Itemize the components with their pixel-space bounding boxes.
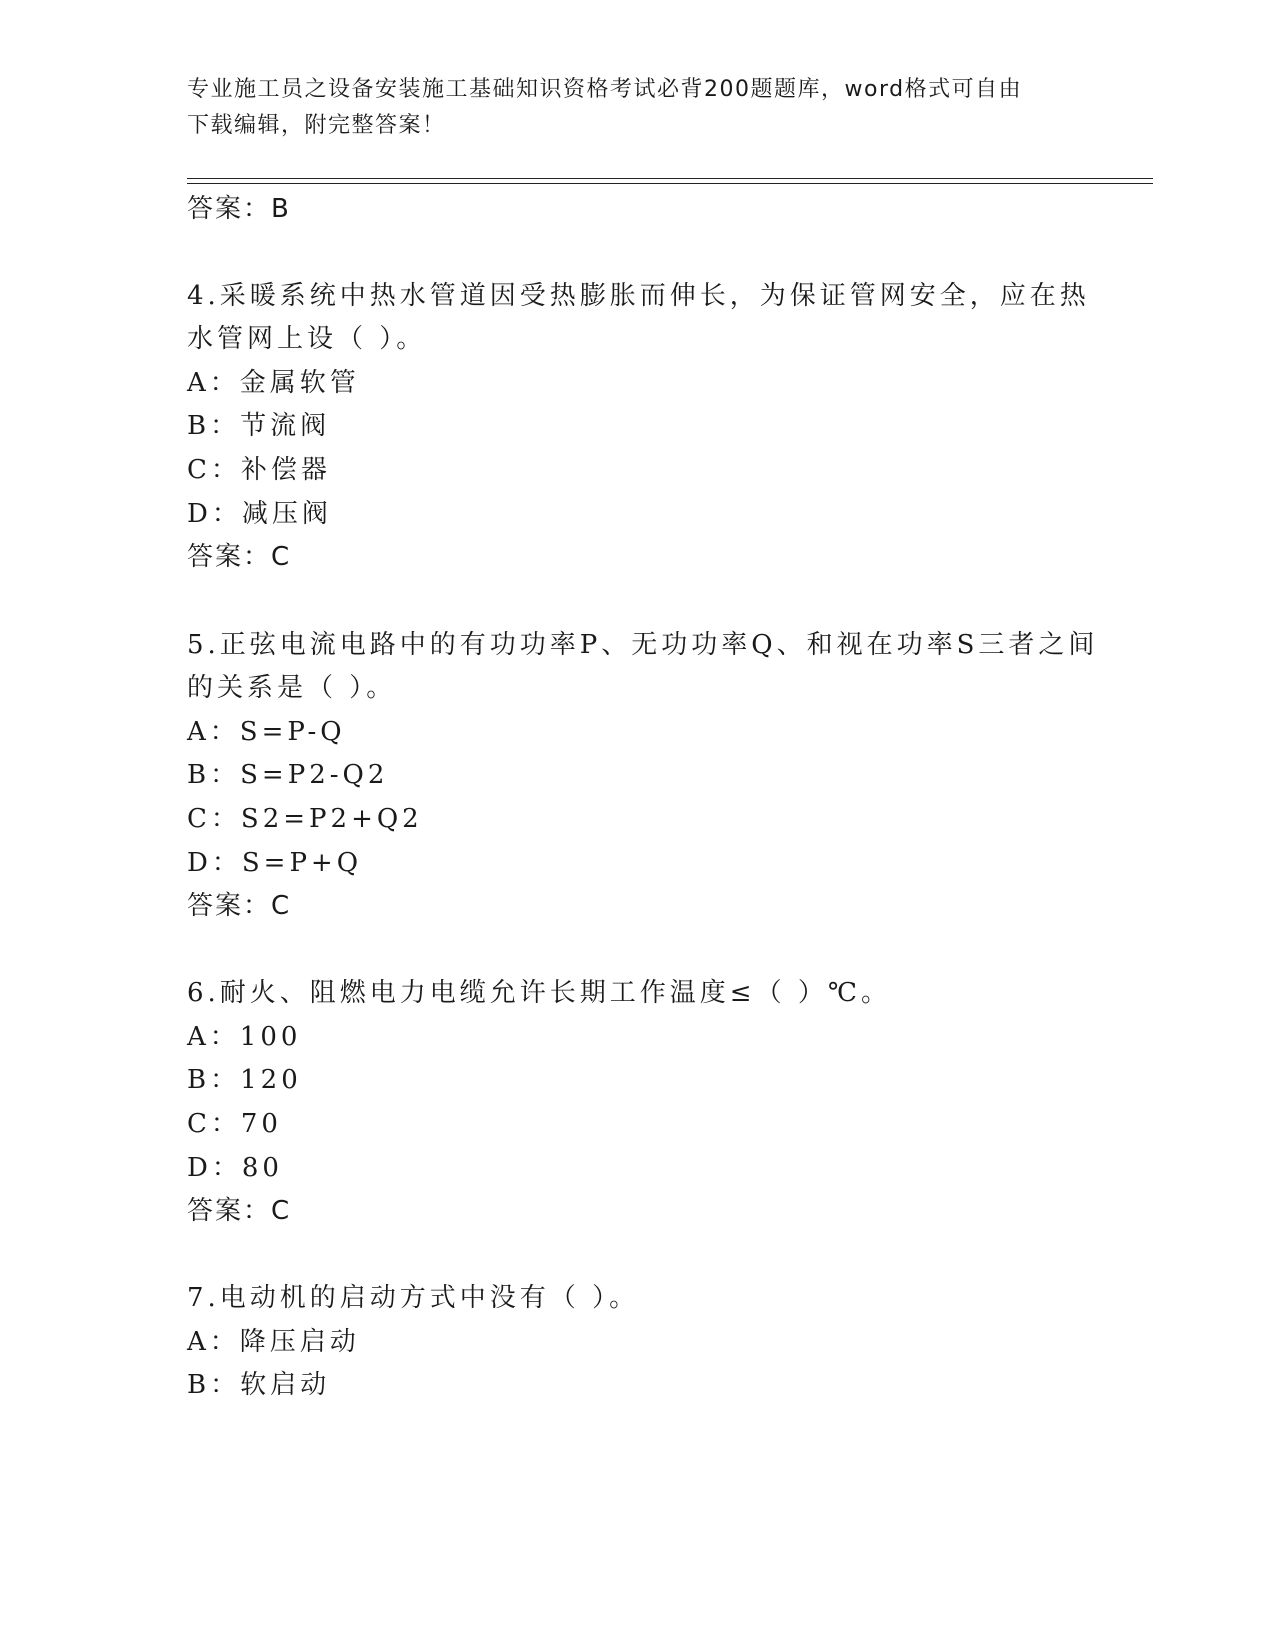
header-line-2: 下载编辑，附完整答案！ bbox=[187, 113, 446, 138]
question-4-stem-line-2: 水管网上设（ ）。 bbox=[187, 324, 427, 354]
question-6-answer: 答案：C bbox=[187, 1196, 292, 1226]
question-5-option-a: A：S=P-Q bbox=[187, 717, 346, 747]
question-7-option-a: A：降压启动 bbox=[187, 1327, 360, 1357]
header-line-1: 专业施工员之设备安装施工基础知识资格考试必背200题题库，word格式可自由 bbox=[187, 77, 1023, 102]
header-divider-top bbox=[187, 178, 1153, 179]
question-5-option-d: D：S=P+Q bbox=[187, 848, 363, 878]
question-6-option-b: B：120 bbox=[187, 1065, 302, 1095]
question-4-option-d: D：减压阀 bbox=[187, 499, 332, 529]
question-5-answer: 答案：C bbox=[187, 891, 292, 921]
question-6-option-a: A：100 bbox=[187, 1022, 302, 1052]
header-divider-bottom bbox=[187, 183, 1153, 184]
question-7-option-b: B：软启动 bbox=[187, 1370, 331, 1400]
question-4-option-c: C：补偿器 bbox=[187, 455, 331, 485]
question-4-answer: 答案：C bbox=[187, 542, 292, 572]
question-5-stem-line-2: 的关系是（ ）。 bbox=[187, 673, 397, 703]
question-4-option-a: A：金属软管 bbox=[187, 368, 360, 398]
question-6-option-d: D：80 bbox=[187, 1153, 283, 1183]
answer-line: 答案：B bbox=[187, 194, 291, 224]
document-header bbox=[187, 72, 1067, 144]
question-4-option-b: B：节流阀 bbox=[187, 411, 331, 441]
question-6-stem-line-1: 6.耐火、阻燃电力电缆允许长期工作温度≤（ ）℃。 bbox=[187, 978, 891, 1008]
question-4-stem-line-1: 4.采暖系统中热水管道因受热膨胀而伸长，为保证管网安全，应在热 bbox=[187, 281, 1090, 311]
question-6-option-c: C：70 bbox=[187, 1109, 282, 1139]
question-5-option-c: C：S2=P2+Q2 bbox=[187, 804, 423, 834]
question-5-stem-line-1: 5.正弦电流电路中的有功功率P、无功功率Q、和视在功率S三者之间 bbox=[187, 630, 1099, 660]
question-5-option-b: B：S=P2-Q2 bbox=[187, 760, 389, 790]
question-7-stem-line-1: 7.电动机的启动方式中没有（ ）。 bbox=[187, 1283, 640, 1313]
